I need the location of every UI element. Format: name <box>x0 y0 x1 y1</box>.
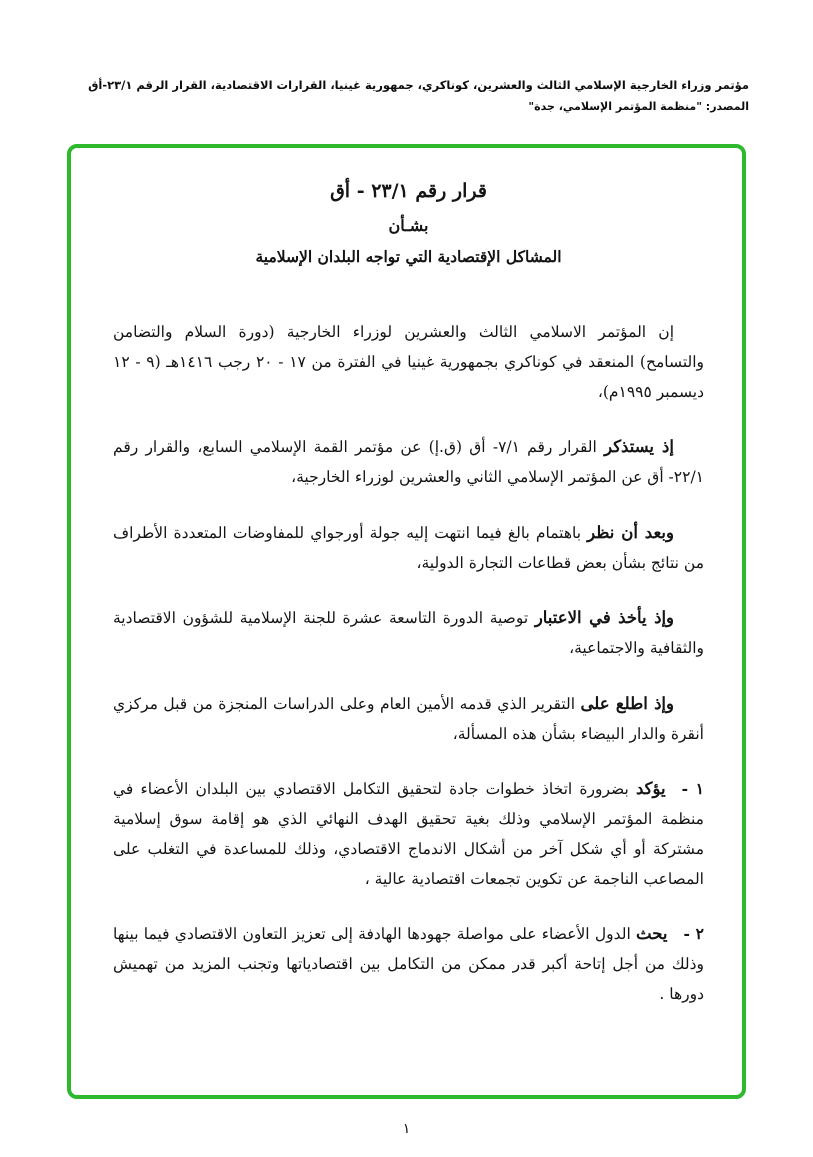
header-citation-line: مؤتمر وزراء الخارجية الإسلامي الثالث والعشرين، كوناكري، جمهورية غينيا، القرارات الاقتصادية، القرار الرقم ٢٣/١-أق <box>88 78 749 92</box>
operative-section <box>113 773 704 1009</box>
operative-item: ٢ -يحث الدول الأعضاء على مواصلة جهودها الهادفة إلى تعزيز التعاون الاقتصادي فيما بينها وذلك من أجل إتاحة أكبر قدر ممكن من التكامل بين اقتصادياتها وتجنب المزيد من تهميش دورها . <box>113 924 704 1003</box>
preamble-paragraph: إذ يستذكر القرار رقم ٧/١- أق (ق.إ) عن مؤتمر القمة الإسلامي السابع، والقرار رقم ٢٢/١- أق عن المؤتمر الإسلامي الثاني والعشرين لوزراء الخارجية، <box>113 437 704 486</box>
preamble-section <box>113 318 704 749</box>
preamble-paragraph: وبعد أن نظر باهتمام بالغ فيما انتهت إليه جولة أورجواي للمفاوضات المتعددة الأطراف من نتائج بشأن بعض قطاعات التجارة الدولية، <box>113 522 704 572</box>
preamble-paragraph: إن المؤتمر الاسلامي الثالث والعشرين لوزراء الخارجية (دورة السلام والتضامن والتسامح) المنعقد في كوناكري بجمهورية غينيا في الفترة من ١٧ - ٢٠ رجب ١٤١٦هـ (٩ - ١٢ ديسمبر ١٩٩٥م)، <box>113 323 705 401</box>
preamble-paragraph: وإذ يأخذ في الاعتبار توصية الدورة التاسعة عشرة للجنة الإسلامية للشؤون الاقتصادية والثقافية والاجتماعية، <box>113 608 704 657</box>
item-number: ٢ - <box>683 924 704 944</box>
operative-item: ١ -يؤكد بضرورة اتخاذ خطوات جادة لتحقيق التكامل الاقتصادي بين البلدان الأعضاء في منظمة المؤتمر الإسلامي وذلك بغية تحقيق الهدف النهائي الذي هو إقامة سوق إسلامية مشتركة أو أي شكل آخر من أشكال الاندماج الاقتصادي، وذلك للمساعدة في التغلب على المصاعب الناجمة عن تكوين تجمعات اقتصادية عالية ، <box>113 779 704 888</box>
preamble-paragraph: وإذ اطلع على التقرير الذي قدمه الأمين العام وعلى الدراسات المنجزة من قبل مركزي أنقرة والدار البيضاء بشأن هذه المسألة، <box>113 693 704 743</box>
page-number: ١ <box>402 1121 411 1137</box>
paragraph-lead: يحث <box>636 924 668 944</box>
document-header <box>56 74 749 118</box>
resolution-subject: المشاكل الإقتصادية التي تواجه البلدان الإسلامية <box>255 247 562 266</box>
resolution-subtitle: بشـأن <box>388 216 429 235</box>
resolution-title: قرار رقم ٢٣/١ - أق <box>330 180 487 202</box>
paragraph-lead: وإذ اطلع على <box>580 693 674 713</box>
resolution-frame <box>67 144 746 1099</box>
paragraph-lead: وبعد أن نظر <box>587 522 674 542</box>
item-number: ١ - <box>681 779 704 799</box>
header-source-line: المصدر: "منظمة المؤتمر الإسلامي، جدة" <box>528 100 749 114</box>
paragraph-lead: وإذ يأخذ في الاعتبار <box>534 608 674 628</box>
resolution-body <box>113 318 704 1010</box>
paragraph-lead: يؤكد <box>635 779 666 799</box>
paragraph-lead: إذ يستذكر <box>604 437 674 457</box>
